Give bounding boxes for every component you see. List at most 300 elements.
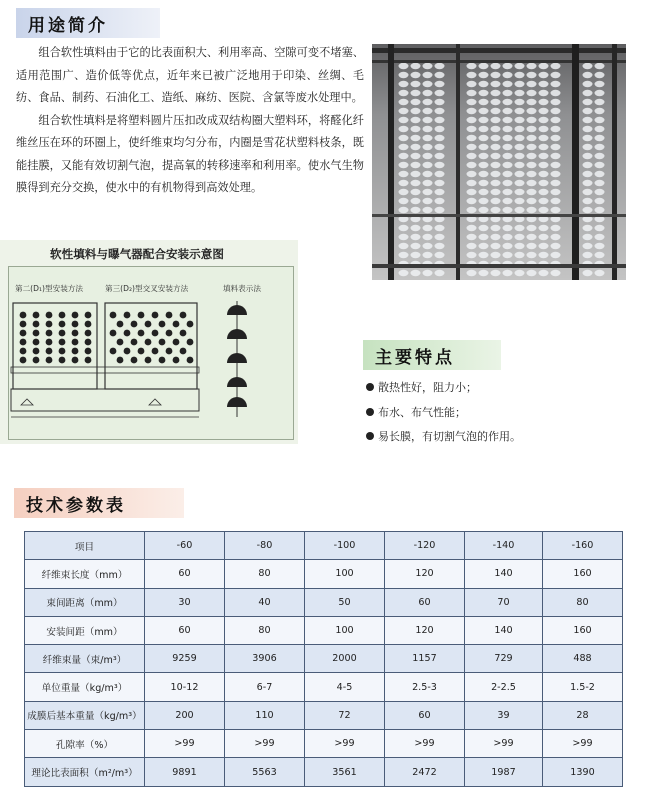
filler-bundle-mark (166, 348, 173, 355)
table-header-cell: -160 (543, 532, 623, 560)
filler-bundle-mark (85, 357, 92, 364)
fiber-cluster (595, 198, 605, 204)
fiber-cluster (479, 90, 489, 96)
table-cell: >99 (465, 730, 543, 758)
fiber-cluster (503, 99, 513, 105)
filler-bundle-mark (33, 348, 40, 355)
fiber-cluster (423, 189, 433, 195)
filler-bundle-mark (145, 321, 152, 328)
fiber-cluster (595, 144, 605, 150)
table-cell: >99 (543, 730, 623, 758)
filler-bundle-mark (124, 330, 131, 337)
fiber-cluster (411, 63, 421, 69)
diagram-label-d1: 第二(D₁)型安装方法 (15, 284, 83, 293)
fiber-cluster (491, 99, 501, 105)
fiber-cluster (539, 270, 549, 276)
fiber-cluster (551, 234, 561, 240)
fiber-cluster (583, 144, 593, 150)
fiber-cluster (503, 63, 513, 69)
fiber-cluster (423, 252, 433, 258)
fiber-cluster (399, 117, 409, 123)
fiber-cluster (515, 99, 525, 105)
fiber-cluster (595, 162, 605, 168)
fiber-cluster (411, 135, 421, 141)
table-cell: 80 (225, 560, 305, 588)
fiber-cluster (583, 225, 593, 231)
diagram-title: 软性填料与曝气器配合安装示意图 (50, 247, 224, 261)
fiber-cluster (435, 207, 445, 213)
fiber-cluster (491, 126, 501, 132)
fiber-cluster (503, 153, 513, 159)
filler-bundle-mark (33, 357, 40, 364)
feature-text: 布水、布气性能； (378, 405, 466, 419)
filler-bundle-mark (117, 357, 124, 364)
fiber-cluster (583, 99, 593, 105)
fiber-cluster (595, 81, 605, 87)
fiber-cluster (583, 117, 593, 123)
fiber-cluster (515, 90, 525, 96)
fiber-cluster (595, 63, 605, 69)
fiber-cluster (551, 171, 561, 177)
fiber-cluster (491, 171, 501, 177)
table-header-cell: -120 (385, 532, 465, 560)
filler-bundle-mark (33, 312, 40, 319)
intro-text (16, 42, 364, 200)
fiber-cluster (479, 126, 489, 132)
filler-bundle-mark (72, 330, 79, 337)
fiber-cluster (423, 117, 433, 123)
fiber-cluster (583, 234, 593, 240)
fiber-cluster (515, 144, 525, 150)
fiber-cluster (399, 225, 409, 231)
fiber-cluster (583, 135, 593, 141)
fiber-cluster (491, 117, 501, 123)
fiber-cluster (467, 90, 477, 96)
fiber-cluster (467, 117, 477, 123)
fiber-cluster (467, 189, 477, 195)
fiber-cluster (399, 162, 409, 168)
filler-bundle-mark (85, 330, 92, 337)
fiber-cluster (399, 126, 409, 132)
fiber-cluster (435, 189, 445, 195)
fiber-cluster (583, 189, 593, 195)
fiber-cluster (539, 90, 549, 96)
fiber-cluster (491, 243, 501, 249)
fiber-cluster (467, 207, 477, 213)
fiber-cluster (423, 144, 433, 150)
fiber-cluster (583, 270, 593, 276)
table-cell: 100 (305, 616, 385, 644)
fiber-cluster (515, 252, 525, 258)
fiber-cluster (551, 144, 561, 150)
filler-bundle-mark (145, 357, 152, 364)
fiber-cluster (491, 180, 501, 186)
fiber-cluster (479, 63, 489, 69)
fiber-cluster (479, 198, 489, 204)
fiber-cluster (539, 126, 549, 132)
fiber-cluster (583, 72, 593, 78)
fiber-cluster (551, 153, 561, 159)
fiber-cluster (399, 198, 409, 204)
table-cell: 4-5 (305, 673, 385, 701)
fiber-cluster (527, 72, 537, 78)
fiber-cluster (479, 144, 489, 150)
filler-bundle-mark (173, 339, 180, 346)
filler-bundle-mark (124, 348, 131, 355)
feature-item (366, 425, 521, 450)
fiber-cluster (527, 180, 537, 186)
filler-bundle-mark (124, 312, 131, 319)
feature-item (366, 401, 521, 426)
filler-bundle-mark (20, 339, 27, 346)
fiber-cluster (503, 144, 513, 150)
fiber-cluster (527, 189, 537, 195)
table-cell: 70 (465, 588, 543, 616)
fiber-cluster (539, 171, 549, 177)
fiber-cluster (539, 189, 549, 195)
fiber-cluster (595, 153, 605, 159)
table-cell: 140 (465, 616, 543, 644)
fiber-cluster (435, 171, 445, 177)
filler-bundle-mark (46, 330, 53, 337)
table-header-cell: 项目 (25, 532, 145, 560)
fiber-cluster (479, 81, 489, 87)
fiber-cluster (551, 243, 561, 249)
fiber-cluster (467, 234, 477, 240)
table-cell: 140 (465, 560, 543, 588)
filler-bundle-mark (187, 321, 194, 328)
fiber-cluster (527, 207, 537, 213)
fiber-cluster (503, 171, 513, 177)
table-cell: 2.5-3 (385, 673, 465, 701)
fiber-cluster (583, 153, 593, 159)
fiber-cluster (539, 135, 549, 141)
fiber-cluster (551, 72, 561, 78)
fiber-cluster (399, 99, 409, 105)
filler-bundle-mark (173, 357, 180, 364)
fiber-cluster (411, 243, 421, 249)
fiber-cluster (539, 207, 549, 213)
fiber-cluster (491, 252, 501, 258)
fiber-cluster (435, 99, 445, 105)
fiber-cluster (467, 198, 477, 204)
fiber-cluster (539, 144, 549, 150)
fiber-cluster (399, 207, 409, 213)
fiber-cluster (411, 162, 421, 168)
fiber-cluster (467, 243, 477, 249)
fiber-cluster (467, 162, 477, 168)
fiber-cluster (595, 90, 605, 96)
table-cell: 80 (225, 616, 305, 644)
fiber-cluster (435, 198, 445, 204)
filler-bundle-mark (20, 357, 27, 364)
fiber-cluster (527, 270, 537, 276)
filler-bundle-mark (152, 348, 159, 355)
table-cell: 729 (465, 645, 543, 673)
fiber-cluster (539, 108, 549, 114)
fiber-cluster (479, 234, 489, 240)
filler-bundle-mark (166, 330, 173, 337)
fiber-cluster (515, 117, 525, 123)
fiber-cluster (515, 81, 525, 87)
filler-bundle-mark (33, 330, 40, 337)
table-cell: 120 (385, 616, 465, 644)
bullet-icon (366, 432, 374, 440)
fiber-cluster (399, 252, 409, 258)
fiber-cluster (491, 144, 501, 150)
filler-bundle-mark (20, 348, 27, 355)
fiber-cluster (551, 81, 561, 87)
table-cell: 5563 (225, 758, 305, 786)
fiber-cluster (423, 63, 433, 69)
fiber-cluster (411, 270, 421, 276)
fiber-cluster (467, 99, 477, 105)
features-section-title: 主要特点 (363, 340, 501, 370)
fiber-cluster (503, 207, 513, 213)
table-cell: 束间距离（mm） (25, 588, 145, 616)
fiber-cluster (423, 108, 433, 114)
filler-bundle-mark (138, 312, 145, 319)
fiber-cluster (467, 126, 477, 132)
fiber-cluster (435, 81, 445, 87)
filler-bundle-mark (145, 339, 152, 346)
fiber-cluster (399, 90, 409, 96)
fiber-cluster (539, 99, 549, 105)
fiber-cluster (551, 189, 561, 195)
filler-bundle-mark (138, 330, 145, 337)
fiber-cluster (527, 108, 537, 114)
fiber-cluster (399, 234, 409, 240)
filler-legend-mark (227, 305, 247, 315)
filler-bundle-mark (180, 330, 187, 337)
fiber-cluster (435, 180, 445, 186)
fiber-cluster (515, 198, 525, 204)
fiber-cluster (595, 135, 605, 141)
table-cell: 80 (543, 588, 623, 616)
table-cell: 60 (145, 560, 225, 588)
fiber-cluster (527, 117, 537, 123)
filler-bundle-mark (46, 348, 53, 355)
table-row (25, 758, 623, 786)
diagram-label-legend: 填料表示法 (223, 284, 261, 293)
fiber-cluster (527, 162, 537, 168)
table-cell: >99 (145, 730, 225, 758)
filler-bundle-mark (131, 321, 138, 328)
fiber-cluster (491, 270, 501, 276)
filler-bundle-mark (117, 321, 124, 328)
table-cell: 60 (385, 588, 465, 616)
fiber-cluster (467, 270, 477, 276)
table-row (25, 616, 623, 644)
fiber-cluster (423, 162, 433, 168)
fiber-cluster (479, 117, 489, 123)
fiber-cluster (595, 207, 605, 213)
fiber-cluster (491, 90, 501, 96)
fiber-cluster (435, 225, 445, 231)
table-cell: >99 (385, 730, 465, 758)
fiber-cluster (467, 81, 477, 87)
filler-bundle-mark (180, 312, 187, 319)
fiber-cluster (479, 162, 489, 168)
table-cell: 纤维束长度（mm） (25, 560, 145, 588)
filler-bundle-mark (72, 312, 79, 319)
fiber-cluster (551, 252, 561, 258)
fiber-cluster (435, 144, 445, 150)
fiber-cluster (411, 180, 421, 186)
fiber-cluster (479, 171, 489, 177)
table-cell: 2-2.5 (465, 673, 543, 701)
fiber-cluster (595, 243, 605, 249)
table-cell: 60 (145, 616, 225, 644)
filler-bundle-mark (131, 357, 138, 364)
fiber-cluster (595, 171, 605, 177)
fiber-cluster (411, 252, 421, 258)
fiber-cluster (411, 171, 421, 177)
fiber-cluster (515, 180, 525, 186)
table-cell: 1390 (543, 758, 623, 786)
fiber-cluster (399, 72, 409, 78)
fiber-cluster (467, 63, 477, 69)
fiber-cluster (423, 99, 433, 105)
fiber-cluster (503, 198, 513, 204)
fiber-cluster (515, 162, 525, 168)
fiber-cluster (503, 72, 513, 78)
table-cell: 39 (465, 701, 543, 729)
fiber-cluster (423, 243, 433, 249)
filler-bundle-mark (152, 312, 159, 319)
fiber-cluster (515, 270, 525, 276)
fiber-cluster (503, 162, 513, 168)
fiber-cluster (539, 198, 549, 204)
fiber-cluster (467, 225, 477, 231)
fiber-cluster (423, 198, 433, 204)
fiber-cluster (399, 144, 409, 150)
fiber-cluster (527, 81, 537, 87)
filler-bundle-mark (85, 348, 92, 355)
fiber-cluster (467, 171, 477, 177)
filler-bundle-mark (59, 357, 66, 364)
fiber-cluster (491, 63, 501, 69)
fiber-cluster (515, 234, 525, 240)
table-row (25, 645, 623, 673)
table-cell: 60 (385, 701, 465, 729)
fiber-cluster (411, 117, 421, 123)
fiber-cluster (551, 162, 561, 168)
fiber-cluster (595, 99, 605, 105)
bullet-icon (366, 408, 374, 416)
table-row (25, 701, 623, 729)
fiber-cluster (551, 63, 561, 69)
table-cell: 成膜后基本重量（kg/m³） (25, 701, 145, 729)
fiber-cluster (595, 189, 605, 195)
fiber-cluster (479, 207, 489, 213)
table-header-cell: -100 (305, 532, 385, 560)
fiber-cluster (595, 180, 605, 186)
fiber-cluster (515, 225, 525, 231)
filler-bundle-mark (59, 330, 66, 337)
fiber-cluster (551, 270, 561, 276)
filler-bundle-mark (46, 321, 53, 328)
fiber-cluster (491, 72, 501, 78)
filler-legend-mark (227, 377, 247, 387)
filler-legend-mark (227, 353, 247, 363)
fiber-cluster (411, 99, 421, 105)
filler-bundle-mark (152, 330, 159, 337)
fiber-cluster (515, 126, 525, 132)
fiber-cluster (595, 270, 605, 276)
fiber-cluster (583, 90, 593, 96)
fiber-cluster (411, 90, 421, 96)
fiber-cluster (435, 270, 445, 276)
params-section-title: 技术参数表 (14, 488, 184, 518)
fiber-cluster (435, 153, 445, 159)
fiber-cluster (551, 180, 561, 186)
fiber-cluster (515, 189, 525, 195)
filler-bundle-mark (110, 348, 117, 355)
fiber-cluster (467, 252, 477, 258)
fiber-cluster (479, 225, 489, 231)
fiber-cluster (583, 252, 593, 258)
table-cell: 160 (543, 560, 623, 588)
filler-bundle-mark (72, 357, 79, 364)
fiber-cluster (435, 117, 445, 123)
fiber-cluster (551, 108, 561, 114)
fiber-cluster (595, 252, 605, 258)
fiber-cluster (551, 198, 561, 204)
fiber-cluster (503, 117, 513, 123)
fiber-cluster (503, 243, 513, 249)
fiber-cluster (515, 207, 525, 213)
filler-bundle-mark (159, 339, 166, 346)
feature-text: 易长膜，有切割气泡的作用。 (378, 430, 521, 443)
fiber-cluster (527, 135, 537, 141)
fiber-cluster (503, 234, 513, 240)
fiber-cluster (467, 72, 477, 78)
fiber-cluster (539, 81, 549, 87)
fiber-cluster (595, 108, 605, 114)
fiber-cluster (583, 81, 593, 87)
table-cell: 孔隙率（%） (25, 730, 145, 758)
fiber-cluster (527, 252, 537, 258)
filler-bundle-mark (138, 348, 145, 355)
fiber-cluster (399, 171, 409, 177)
fiber-cluster (503, 135, 513, 141)
fiber-cluster (503, 270, 513, 276)
usage-section-title: 用途简介 (16, 8, 160, 38)
fiber-cluster (527, 90, 537, 96)
fiber-cluster (411, 234, 421, 240)
fiber-cluster (551, 117, 561, 123)
installation-diagram (0, 240, 298, 444)
table-cell: 2472 (385, 758, 465, 786)
filler-bundle-mark (85, 321, 92, 328)
table-cell: 10-12 (145, 673, 225, 701)
fiber-cluster (491, 108, 501, 114)
filler-bundle-mark (46, 339, 53, 346)
fiber-cluster (435, 126, 445, 132)
table-cell: 120 (385, 560, 465, 588)
filler-bundle-mark (20, 321, 27, 328)
fiber-cluster (503, 180, 513, 186)
table-cell: 40 (225, 588, 305, 616)
fiber-cluster (435, 234, 445, 240)
fiber-cluster (503, 126, 513, 132)
fiber-cluster (411, 207, 421, 213)
table-header-row (25, 532, 623, 560)
fiber-cluster (539, 63, 549, 69)
table-cell: 1.5-2 (543, 673, 623, 701)
fiber-cluster (595, 225, 605, 231)
